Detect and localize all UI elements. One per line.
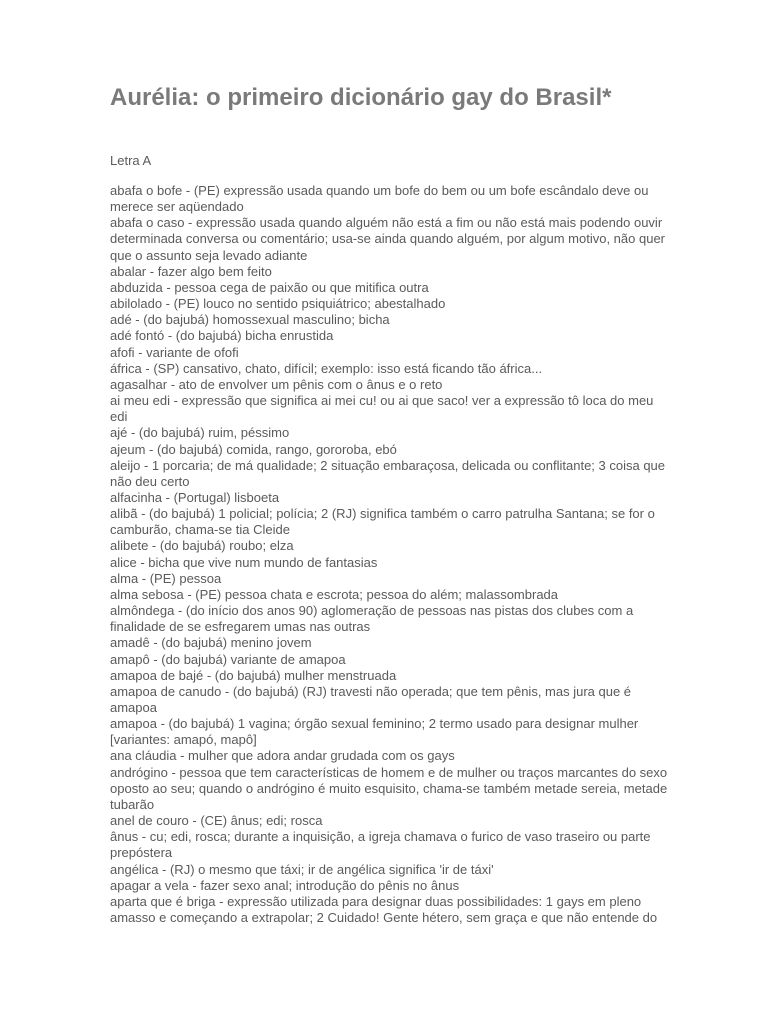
dictionary-entry: abafa o bofe - (PE) expressão usada quando um bofe do bem ou um bofe escândalo deve ou merece ser aqüendado: [110, 183, 649, 215]
dictionary-entry: adé fontó - (do bajubá) bicha enrustida: [110, 328, 334, 344]
dictionary-entry: agasalhar - ato de envolver um pênis com o ânus e o reto: [110, 376, 443, 392]
dictionary-entry: apagar a vela - fazer sexo anal; introdução do pênis no ânus: [110, 877, 460, 893]
dictionary-entry: alfacinha - (Portugal) lisboeta: [110, 489, 280, 505]
document-title: Aurélia: o primeiro dicionário gay do Brasil*: [110, 84, 612, 111]
dictionary-entry: ai meu edi - expressão que significa ai mei cu! ou ai que saco! ver a expressão tô loca do meu edi: [110, 393, 654, 425]
dictionary-entry: afofi - variante de ofofi: [110, 344, 239, 360]
document-page: [110, 82, 670, 926]
entry-list: [110, 183, 670, 926]
dictionary-entry: ajé - (do bajubá) ruim, péssimo: [110, 425, 290, 441]
dictionary-entry: alibete - (do bajubá) roubo; elza: [110, 538, 294, 554]
section-heading: Letra A: [110, 153, 152, 168]
dictionary-entry: aparta que é briga - expressão utilizada para designar duas possibilidades: 1 gays em pleno amasso e começando a extrapolar; 2 Cuidado! Gente hétero, sem graça e que não entende do: [110, 893, 658, 926]
dictionary-entry: alibã - (do bajubá) 1 policial; polícia; 2 (RJ) significa também o carro patrulha Santana; se for o camburão, chama-se tia Cleide: [110, 506, 655, 538]
dictionary-entry: ajeum - (do bajubá) comida, rango, gororoba, ebó: [110, 441, 397, 457]
dictionary-entry: alma - (PE) pessoa: [110, 570, 222, 586]
dictionary-entry: ânus - cu; edi, rosca; durante a inquisição, a igreja chamava o furico de vaso traseiro ou parte prepóstera: [110, 829, 651, 861]
dictionary-entry: abalar - fazer algo bem feito: [110, 263, 272, 279]
dictionary-entry: abafa o caso - expressão usada quando alguém não está a fim ou não está mais podendo ouvir determinada conversa ou comentário; usa-se ainda quando alguém, por algum motivo, não quer que o assunto seja levado adiante: [110, 215, 666, 263]
dictionary-entry: alice - bicha que vive num mundo de fantasias: [110, 554, 378, 570]
dictionary-entry: amadê - (do bajubá) menino jovem: [110, 635, 312, 651]
dictionary-entry: abilolado - (PE) louco no sentido psiquiátrico; abestalhado: [110, 296, 446, 312]
dictionary-entry: áfrica - (SP) cansativo, chato, difícil; exemplo: isso está ficando tão áfrica...: [110, 360, 543, 376]
dictionary-entry: amapoa de canudo - (do bajubá) (RJ) travesti não operada; que tem pênis, mas jura que é amapoa: [110, 683, 632, 715]
dictionary-entry: alma sebosa - (PE) pessoa chata e escrota; pessoa do além; malassombrada: [110, 586, 559, 602]
dictionary-entry: angélica - (RJ) o mesmo que táxi; ir de angélica significa 'ir de táxi': [110, 861, 494, 877]
dictionary-entry: amapoa - (do bajubá) 1 vagina; órgão sexual feminino; 2 termo usado para designar mulher [variantes: amapó, mapô]: [110, 716, 639, 748]
dictionary-entry: anel de couro - (CE) ânus; edi; rosca: [110, 813, 323, 829]
dictionary-entry: almôndega - (do início dos anos 90) aglomeração de pessoas nas pistas dos clubes com a finalidade de se esfregarem umas nas outras: [110, 603, 634, 635]
dictionary-entry: andrógino - pessoa que tem características de homem e de mulher ou traços marcantes do sexo oposto ao seu; quando o andrógino é muito esquisito, chama-se também metade sereia, metade tubarão: [110, 764, 668, 812]
dictionary-entry: abduzida - pessoa cega de paixão ou que mitifica outra: [110, 279, 429, 295]
dictionary-entry: amapô - (do bajubá) variante de amapoa: [110, 651, 346, 667]
dictionary-entry: aleijo - 1 porcaria; de má qualidade; 2 situação embaraçosa, delicada ou conflitante; 3 coisa que não deu certo: [110, 457, 666, 489]
dictionary-entry: adé - (do bajubá) homossexual masculino; bicha: [110, 312, 390, 328]
dictionary-entry: amapoa de bajé - (do bajubá) mulher menstruada: [110, 667, 397, 683]
dictionary-entry: ana cláudia - mulher que adora andar grudada com os gays: [110, 748, 455, 764]
